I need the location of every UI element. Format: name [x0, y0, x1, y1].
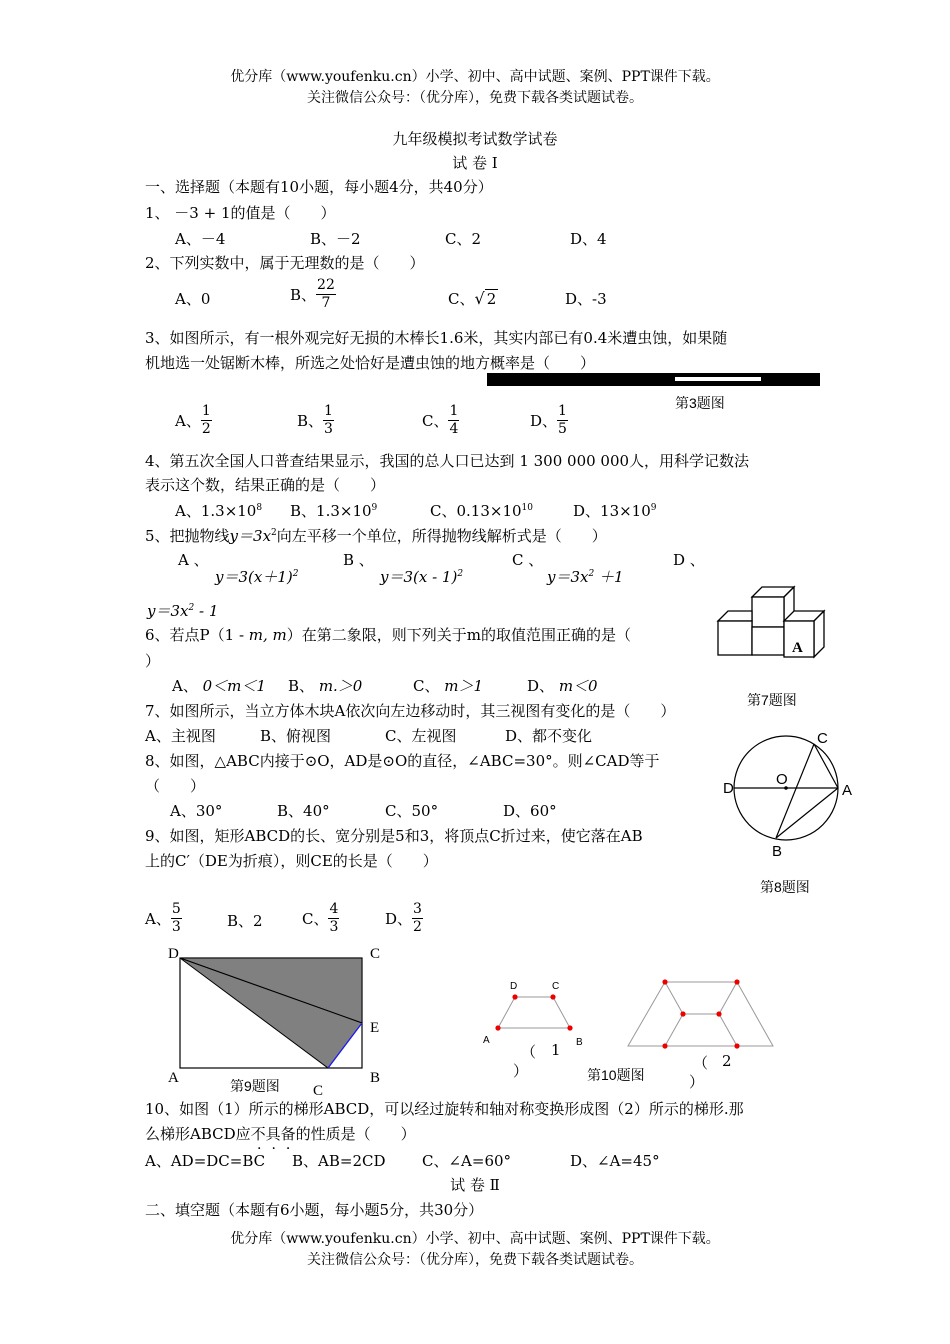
- q3-b-denominator: 3: [324, 421, 333, 437]
- q3-option-c: [422, 403, 459, 438]
- q3-d-numerator: 1: [558, 403, 567, 419]
- q6-a-value: 0＜m＜1: [202, 677, 266, 695]
- q10-fig1-number: 1: [551, 1041, 561, 1059]
- q3-c-denominator: 4: [449, 421, 459, 437]
- wormhole-segment: [675, 377, 761, 381]
- q8-option-b: B、40°: [277, 802, 330, 820]
- q9-d-numerator: 3: [413, 901, 422, 917]
- q5-c-post: ＋1: [594, 568, 624, 586]
- q9-label-c: C: [370, 946, 381, 962]
- q2-c-radicand: 2: [486, 290, 497, 308]
- sqrt-icon: √: [474, 289, 485, 308]
- q10-label-a: A: [483, 1035, 490, 1046]
- q5-stem-equation: y＝3x: [229, 527, 272, 545]
- q10-label-d: D: [510, 981, 518, 992]
- exam-title: 九年级模拟考试数学试卷: [392, 130, 558, 148]
- q4-c-exponent: 10: [521, 503, 533, 513]
- q10-fig2-close: ）: [689, 1073, 705, 1091]
- q2-option-a: A、0: [175, 290, 211, 308]
- q6-d-label: D、: [527, 677, 555, 695]
- q9-label-a: A: [168, 1070, 179, 1086]
- q4-c-base: C、0.13×10: [430, 502, 522, 520]
- q3-option-a-label: A、: [175, 412, 201, 430]
- q6-d-value: m＜0: [558, 677, 598, 695]
- q10-option-d: D、∠A=45°: [570, 1152, 660, 1170]
- q9-line-1: 9、如图，矩形ABCD的长、宽分别是5和3，将顶点C折过来，使它落在AB: [145, 827, 643, 845]
- q1-option-b: B、－2: [310, 230, 361, 248]
- q5-b-eq: y＝3(x - 1): [380, 568, 458, 586]
- q8-label-a: A: [842, 782, 853, 799]
- q7-option-a: A、主视图: [145, 727, 216, 745]
- q9-label-c-prime: C: [313, 1083, 324, 1098]
- q6-c-value: m＞1: [444, 677, 484, 695]
- q4-d-exponent: 9: [650, 503, 657, 513]
- q8-label-o: O: [776, 771, 788, 788]
- q3-a-denominator: 2: [201, 421, 211, 437]
- q9-label-d: D: [168, 946, 179, 962]
- q8-option-d: D、60°: [503, 802, 557, 820]
- q10-label-c: C: [552, 981, 560, 992]
- q3-figure-caption: 第3题图: [675, 395, 725, 411]
- q9-option-a: [145, 901, 182, 936]
- q5-stem-exponent: 2: [271, 528, 277, 538]
- q7-figure-caption: 第7题图: [747, 692, 797, 708]
- q5-option-a-equation: [215, 566, 298, 587]
- q3-c-numerator: 1: [449, 403, 459, 419]
- q8-circle-figure: [718, 728, 858, 863]
- q5-d-exp: 2: [188, 603, 195, 613]
- q6-option-b: [288, 675, 362, 696]
- q10-figure-caption: 第10题图: [587, 1067, 645, 1083]
- q10-fig2-number: 2: [722, 1052, 732, 1070]
- q8-figure-caption: 第8题图: [760, 879, 810, 895]
- emphasis-dots: ···: [257, 1141, 301, 1157]
- q10-trapezoid-2: [620, 970, 780, 1060]
- q3-b-numerator: 1: [324, 403, 333, 419]
- paper-2-title: 试 卷 Ⅱ: [450, 1176, 500, 1194]
- q3-line-1: 3、如图所示，有一根外观完好无损的木棒长1.6米，其实内部已有0.4米遭虫蚀，如果随: [145, 329, 728, 347]
- q5-d-post: - 1: [194, 602, 219, 620]
- q5-stem: [145, 525, 607, 546]
- q1-stem: 1、 －3 + 1的值是（ ）: [145, 204, 336, 222]
- q10-option-c: C、∠A=60°: [422, 1152, 512, 1170]
- q10-line-2: 么梯形ABCD应不具备的性质是（ ）: [145, 1125, 416, 1143]
- q4-option-b: [290, 500, 377, 521]
- q9-option-c-label: C、: [302, 910, 329, 928]
- q9-option-b: B、2: [227, 912, 263, 930]
- q9-a-denominator: 3: [171, 919, 181, 935]
- q7-option-d: D、都不变化: [505, 727, 593, 745]
- q5-c-exp: 2: [588, 569, 595, 579]
- q5-option-d-equation: [147, 600, 218, 621]
- q3-option-d: [530, 403, 568, 438]
- q3-line-2: 机地选一处锯断木棒，所选之处恰好是遭虫蚀的地方概率是（ ）: [145, 354, 596, 372]
- q5-option-d-label: D 、: [673, 551, 705, 569]
- q4-a-exponent: 8: [256, 503, 263, 513]
- q6-stem-prefix: 6、若点P（1 -: [145, 626, 249, 644]
- q6-stem-line-2: ）: [145, 652, 161, 670]
- q4-b-exponent: 9: [371, 503, 378, 513]
- q6-option-d: [527, 675, 598, 696]
- q3-option-b-label: B、: [297, 412, 324, 430]
- q10-trapezoid-1: [478, 978, 598, 1078]
- q10-option-a: A、AD=DC=BC: [145, 1152, 266, 1170]
- header-line-1: 优分库（www.youfenku.cn）小学、初中、高中试题、案例、PPT课件下载。: [230, 69, 720, 85]
- q5-c-eq: y＝3x: [547, 568, 589, 586]
- footer-line-2: 关注微信公众号：（优分库），免费下载各类试题试卷。: [307, 1252, 643, 1268]
- footer-line-1: 优分库（www.youfenku.cn）小学、初中、高中试题、案例、PPT课件下载。: [230, 1231, 720, 1247]
- q6-stem: [145, 624, 631, 645]
- q1-option-a: A、－4: [175, 230, 226, 248]
- q10-line-1: 10、如图（1）所示的梯形ABCD，可以经过旋转和轴对称变换形成图（2）所示的梯形.那: [145, 1100, 744, 1118]
- q6-stem-suffix: ）在第二象限，则下列关于m的取值范围正确的是（: [286, 626, 632, 644]
- q7-cubes-figure: [712, 585, 837, 665]
- q9-c-numerator: 4: [329, 901, 339, 917]
- q4-b-base: B、1.3×10: [290, 502, 372, 520]
- q5-a-exp: 2: [292, 569, 299, 579]
- q6-option-c: [413, 675, 483, 696]
- q7-option-b: B、俯视图: [260, 727, 332, 745]
- q9-option-c: [302, 901, 339, 936]
- q2-option-b: [290, 277, 336, 312]
- cube-a-label: A: [792, 640, 803, 656]
- q10-option-b: B、AB=2CD: [292, 1152, 386, 1170]
- q1-option-c: C、2: [445, 230, 482, 248]
- q2-stem: 2、下列实数中，属于无理数的是（ ）: [145, 254, 425, 272]
- q5-b-exp: 2: [457, 569, 464, 579]
- q8-label-c: C: [817, 730, 828, 747]
- section-2-heading: 二、填空题（本题有6小题，每小题5分，共30分）: [145, 1201, 484, 1219]
- q5-d-eq: y＝3x: [147, 602, 189, 620]
- q8-label-d: D: [723, 780, 734, 797]
- q4-line-2: 表示这个数，结果正确的是（ ）: [145, 476, 386, 494]
- q9-option-d-label: D、: [385, 910, 413, 928]
- q6-b-label: B、: [288, 677, 315, 695]
- q10-fig1-open: （: [521, 1043, 537, 1061]
- q4-line-1: 4、第五次全国人口普查结果显示，我国的总人口已达到 1 300 000 000人，用科学记数法: [145, 452, 750, 470]
- q8-option-c: C、50°: [385, 802, 439, 820]
- q2-b-numerator: 22: [317, 277, 335, 293]
- q9-option-d: [385, 901, 423, 936]
- q3-option-b: [297, 403, 334, 438]
- q8-line-2: （ ）: [145, 777, 206, 795]
- q4-a-base: A、1.3×10: [175, 502, 257, 520]
- q5-stem-suffix: 向左平移一个单位，所得抛物线解析式是（ ）: [276, 527, 607, 545]
- q8-line-1: 8、如图，△ABC内接于⊙O，AD是⊙O的直径，∠ABC=30°。则∠CAD等于: [145, 752, 660, 770]
- q5-option-c-equation: [547, 566, 624, 587]
- q3-option-d-label: D、: [530, 412, 558, 430]
- q1-option-d: D、4: [570, 230, 607, 248]
- q6-b-value: m.＞0: [318, 677, 363, 695]
- q9-c-denominator: 3: [329, 919, 339, 935]
- q2-b-denominator: 7: [321, 295, 331, 311]
- q9-fold-figure: [160, 938, 390, 1098]
- q3-d-denominator: 5: [558, 421, 567, 437]
- q10-label-b: B: [576, 1037, 583, 1048]
- q2-option-d: D、-3: [565, 290, 607, 308]
- q5-option-a-label: A 、: [178, 551, 209, 569]
- q5-option-b-equation: [380, 566, 463, 587]
- paper-1-title: 试 卷 Ⅰ: [452, 154, 498, 172]
- q2-option-b-label: B、: [290, 286, 317, 304]
- q9-d-denominator: 2: [413, 919, 422, 935]
- q6-a-label: A、: [172, 677, 198, 695]
- q4-option-d: [573, 500, 657, 521]
- q9-a-numerator: 5: [171, 901, 181, 917]
- q2-option-c-label: C、: [448, 290, 475, 308]
- q9-label-e: E: [370, 1020, 380, 1036]
- q8-label-b: B: [772, 843, 783, 860]
- q4-option-c: [430, 500, 533, 521]
- q7-stem: 7、如图所示，当立方体木块A依次向左边移动时，其三视图有变化的是（ ）: [145, 702, 676, 720]
- q4-d-base: D、13×10: [573, 502, 651, 520]
- q5-option-c-label: C 、: [512, 551, 544, 569]
- q10-fig1-close: ）: [513, 1062, 529, 1080]
- q10-fig2-open: （: [693, 1054, 709, 1072]
- q6-c-label: C、: [413, 677, 440, 695]
- q2-option-c: [448, 288, 498, 309]
- q5-stem-prefix: 5、把抛物线: [145, 527, 230, 545]
- wooden-stick-figure: [487, 373, 820, 386]
- q5-a-eq: y＝3(x＋1): [215, 568, 293, 586]
- q9-figure-caption: 第9题图: [230, 1078, 280, 1094]
- q5-option-b-label: B 、: [343, 551, 374, 569]
- q3-option-c-label: C、: [422, 412, 449, 430]
- section-1-heading: 一、选择题（本题有10小题，每小题4分，共40分）: [145, 178, 493, 196]
- q6-option-a: [172, 675, 266, 696]
- q6-stem-point: m, m: [248, 626, 287, 644]
- q4-option-a: [175, 500, 262, 521]
- q3-option-a: [175, 403, 212, 438]
- header-line-2: 关注微信公众号：（优分库），免费下载各类试题试卷。: [307, 90, 643, 106]
- q7-option-c: C、左视图: [385, 727, 457, 745]
- q9-label-b: B: [370, 1070, 381, 1086]
- q9-line-2: 上的C′（DE为折痕），则CE的长是（ ）: [145, 852, 438, 870]
- q3-a-numerator: 1: [201, 403, 211, 419]
- q9-option-a-label: A、: [145, 910, 171, 928]
- q8-option-a: A、30°: [170, 802, 223, 820]
